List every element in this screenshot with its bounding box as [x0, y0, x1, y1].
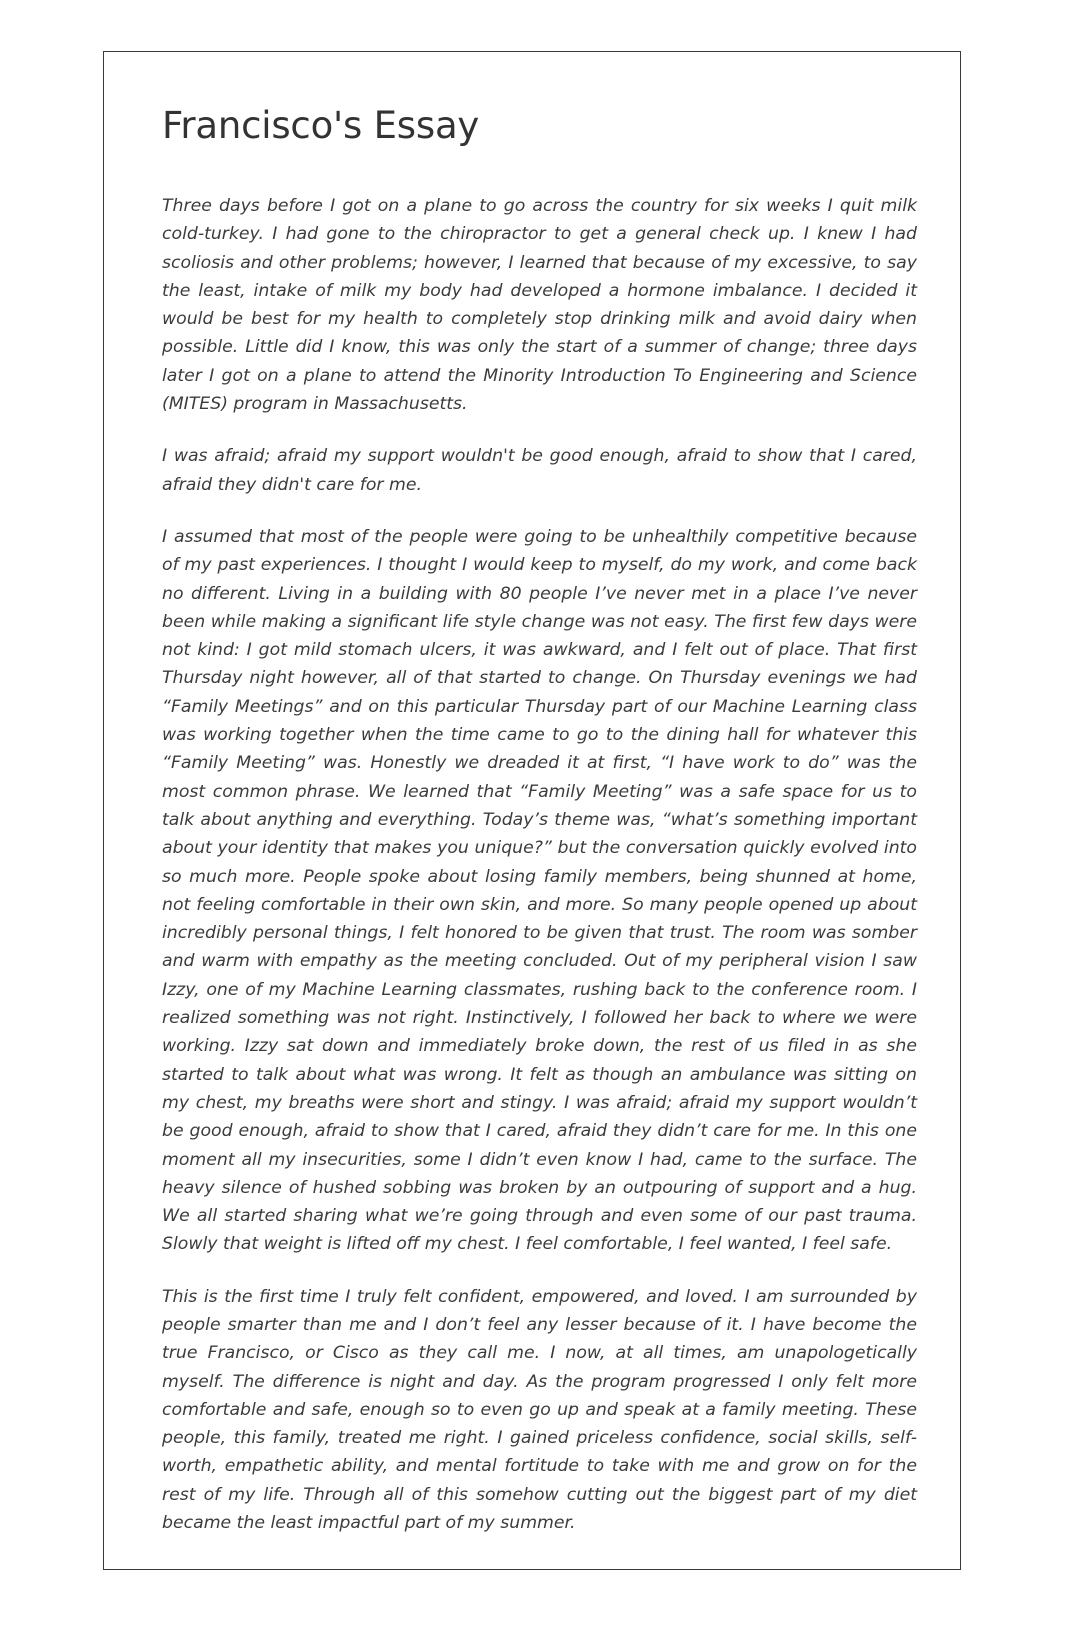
- essay-content: [162, 96, 917, 1561]
- essay-title: Francisco's Essay: [162, 104, 480, 147]
- essay-paragraph: This is the first time I truly felt confident, empowered, and loved. I am surrounded by people smarter than me and I don’t feel any lesser because of it. I have become the true Francisco, or Cisco as they call me. I now, at all times, am unapologetically myself. The difference is night and day. As the program progressed I only felt more comfortable and safe, enough so to even go up and speak at a family meeting. These people, this family, treated me right. I gained priceless confidence, social skills, self-worth, empathetic ability, and mental fortitude to take with me and grow on for the rest of my life. Through all of this somehow cutting out the biggest part of my diet became the least impactful part of my summer.: [162, 1286, 917, 1534]
- essay-paragraph: I assumed that most of the people were going to be unhealthily competitive because of my past experiences. I thought I would keep to myself, do my work, and come back no different. Living in a building with 80 people I’ve never met in a place I’ve never been while making a significant life style change was not easy. The first few days were not kind: I got mild stomach ulcers, it was awkward, and I felt out of place. That first Thursday night however, all of that started to change. On Thursday evenings we had “Family Meetings” and on this particular Thursday part of our Machine Learning class was working together when the time came to go to the dining hall for whatever this “Family Meeting” was. Honestly we dreaded it at first, “I have work to do” was the most common phrase. We learned that “Family Meeting” was a safe space for us to talk about anything and everything. Today’s theme was, “what’s something important about your identity that makes you unique?” but the conversation quickly evolved into so much more. People spoke about losing family members, being shunned at home, not feeling comfortable in their own skin, and more. So many people opened up about incredibly personal things, I felt honored to be given that trust. The room was somber and warm with empathy as the meeting concluded. Out of my peripheral vision I saw Izzy, one of my Machine Learning classmates, rushing back to the conference room. I realized something was not right. Instinctively, I followed her back to where we were working. Izzy sat down and immediately broke down, the rest of us filed in as she started to talk about what was wrong. It felt as though an ambulance was sitting on my chest, my breaths were short and stingy. I was afraid; afraid my support wouldn’t be good enough, afraid to show that I cared, afraid they didn’t care for me. In this one moment all my insecurities, some I didn’t even know I had, came to the surface. The heavy silence of hushed sobbing was broken by an outpouring of support and a hug. We all started sharing what we’re going through and even some of our past trauma. Slowly that weight is lifted off my chest. I feel comfortable, I feel wanted, I feel safe.: [162, 526, 917, 1255]
- essay-paragraph: I was afraid; afraid my support wouldn't be good enough, afraid to show that I cared, afraid they didn't care for me.: [162, 446, 917, 495]
- essay-paragraph: Three days before I got on a plane to go across the country for six weeks I quit milk cold-turkey. I had gone to the chiropractor to get a general check up. I knew I had scoliosis and other problems; however, I learned that because of my excessive, to say the least, intake of milk my body had developed a hormone imbalance. I decided it would be best for my health to completely stop drinking milk and avoid dairy when possible. Little did I know, this was only the start of a summer of change; three days later I got on a plane to attend the Minority Introduction To Engineering and Science (MITES) program in Massachusetts.: [162, 196, 917, 415]
